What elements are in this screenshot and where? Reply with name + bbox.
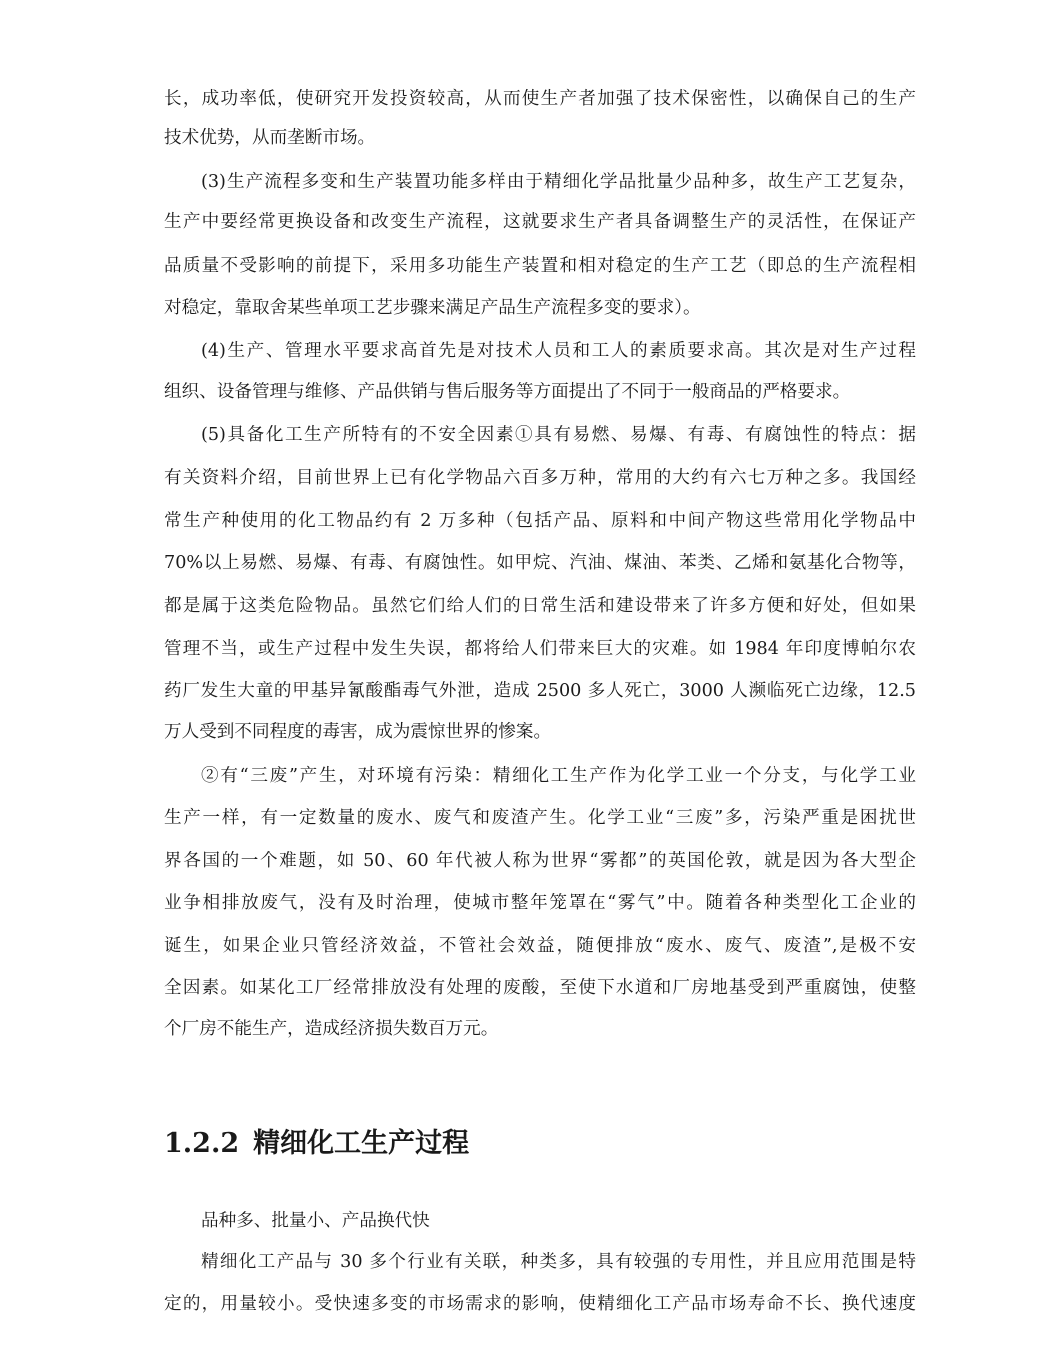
text-line: 定的，用量较小。受快速多变的市场需求的影响，使精细化工产品市场寿命不长、换代速度 — [164, 1294, 916, 1314]
text-line: 精细化工产品与 30 多个行业有关联，种类多，具有较强的专用性，并且应用范围是特 — [201, 1252, 916, 1272]
text-line: 药厂发生大童的甲基异氰酸酯毒气外泄，造成 2500 多人死亡，3000 人濒临死亡边缘，12.5 — [164, 681, 916, 701]
text-line: 生产中要经常更换设备和改变生产流程，这就要求生产者具备调整生产的灵活性，在保证产 — [164, 212, 916, 232]
text-line: 组织、设备管理与维修、产品供销与售后服务等方面提出了不同于一般商品的严格要求。 — [164, 382, 851, 402]
text-line: 万人受到不同程度的毒害，成为震惊世界的惨案。 — [164, 722, 552, 742]
text-line: 业争相排放废气，没有及时治理，使城市整年笼罩在“雾气”中。随着各种类型化工企业的 — [164, 893, 916, 913]
section-number: 1.2.2 — [164, 1128, 240, 1159]
text-line: (5)具备化工生产所特有的不安全因素①具有易燃、易爆、有毒、有腐蚀性的特点：据 — [201, 425, 916, 445]
text-line: 技术优势，从而垄断市场。 — [164, 128, 376, 148]
text-line: 诞生，如果企业只管经济效益，不管社会效益，随便排放“废水、废气、废渣”,是极不安 — [164, 936, 916, 956]
text-line: (3)生产流程多变和生产装置功能多样由于精细化学品批量少品种多，故生产工艺复杂， — [201, 172, 916, 192]
text-line: 个厂房不能生产，造成经济损失数百万元。 — [164, 1019, 499, 1039]
section-title: 精细化工生产过程 — [253, 1128, 470, 1159]
text-line: 全因素。如某化工厂经常排放没有处理的废酸，至使下水道和厂房地基受到严重腐蚀，使整 — [164, 978, 916, 998]
text-line: 70%以上易燃、易爆、有毒、有腐蚀性。如甲烷、汽油、煤油、苯类、乙烯和氨基化合物等， — [164, 553, 916, 573]
text-line: 管理不当，或生产过程中发生失误，都将给人们带来巨大的灾难。如 1984 年印度博帕尔农 — [164, 639, 916, 659]
text-line: 常生产种使用的化工物品约有 2 万多种（包括产品、原料和中间产物这些常用化学物品中 — [164, 511, 916, 531]
text-line: 界各国的一个难题，如 50、60 年代被人称为世界“雾都”的英国伦敦，就是因为各大型企 — [164, 851, 916, 871]
text-line: 对稳定，靠取舍某些单项工艺步骤来满足产品生产流程多变的要求）。 — [164, 298, 701, 318]
text-line: 有关资料介绍，目前世界上已有化学物品六百多万种，常用的大约有六七万种之多。我国经 — [164, 468, 916, 488]
text-line: 都是属于这类危险物品。虽然它们给人们的日常生活和建设带来了许多方便和好处，但如果 — [164, 596, 916, 616]
text-line: (4)生产、管理水平要求高首先是对技术人员和工人的素质要求高。其次是对生产过程 — [201, 341, 916, 361]
text-line: 品质量不受影响的前提下，采用多功能生产装置和相对稳定的生产工艺（即总的生产流程相 — [164, 256, 916, 276]
text-line: 长，成功率低，使研究开发投资较高，从而使生产者加强了技术保密性，以确保自己的生产 — [164, 89, 916, 109]
text-line: 生产一样，有一定数量的废水、废气和废渣产生。化学工业“三废”多，污染严重是困扰世 — [164, 808, 916, 828]
section-heading — [164, 1126, 469, 1162]
text-line: 品种多、批量小、产品换代快 — [201, 1211, 430, 1231]
text-line: ②有“三废”产生，对环境有污染：精细化工生产作为化学工业一个分支，与化学工业 — [201, 766, 916, 786]
